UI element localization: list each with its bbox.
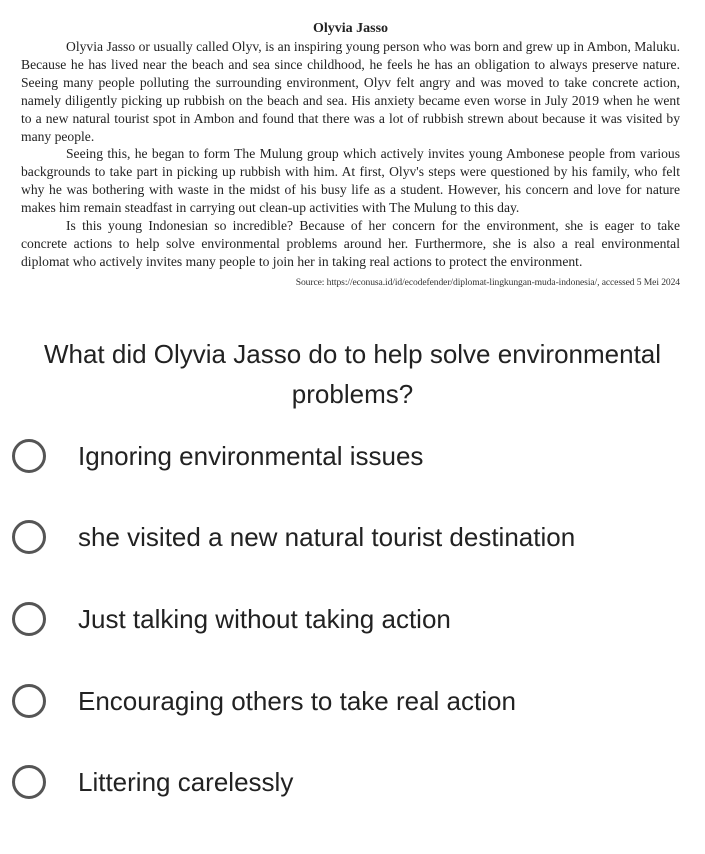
passage-paragraph-3: Is this young Indonesian so incredible? Because of her concern for the environment, she is eager to take concrete actions to help solve environmental problems around her. Furthermore, she is also a real environmental diplomat who actively invites many people to join her in taking real actions to protect the environment. [21,218,680,269]
radio-button-icon[interactable] [12,602,46,636]
radio-button-icon[interactable] [12,684,46,718]
answer-option-label: she visited a new natural tourist destination [78,521,576,552]
passage-paragraph-2: Seeing this, he began to form The Mulung group which actively invites young Ambonese people from various backgrounds to take part in picking up rubbish with him. At first, Olyv's steps were questioned by his family, who felt why he was bothering with waste in the midst of his busy life as a student. However, his concern and love for nature makes him remain steadfast in carrying out clean-up activities with The Mulung to this day. [21,146,680,216]
answer-option-1[interactable] [12,435,423,477]
answer-option-label: Encouraging others to take real action [78,685,516,716]
passage-source: Source: https://econusa.id/id/ecodefender/diplomat-lingkungan-muda-indonesia/, accessed 5 Mei 2024 [295,276,680,288]
answer-option-label: Just talking without taking action [78,603,451,634]
radio-button-icon[interactable] [12,765,46,799]
question-text: What did Olyvia Jasso do to help solve environmental problems? [43,339,662,409]
radio-button-icon[interactable] [12,439,46,473]
answer-option-3[interactable] [12,598,451,640]
answer-option-4[interactable] [12,680,516,722]
answer-option-2[interactable] [12,516,575,558]
answer-option-5[interactable] [12,761,293,803]
reading-passage [21,20,680,290]
answer-option-label: Ignoring environmental issues [78,440,424,471]
radio-button-icon[interactable] [12,520,46,554]
answer-option-label: Littering carelessly [78,766,294,797]
passage-title: Olyvia Jasso [312,21,389,36]
passage-paragraph-1: Olyvia Jasso or usually called Olyv, is an inspiring young person who was born and grew up in Ambon, Maluku. Because he has lived near the beach and sea since childhood, he feels he has an obligation to always preserve nature. Seeing many people polluting the surrounding environment, Olyv felt angry and was moved to take concrete action, namely diligently picking up rubbish on the beach and sea. His anxiety became even worse in July 2019 when he went to a new natural tourist spot in Ambon and found that there was a lot of rubbish strewn about because it was visited by many people. [21,39,680,144]
